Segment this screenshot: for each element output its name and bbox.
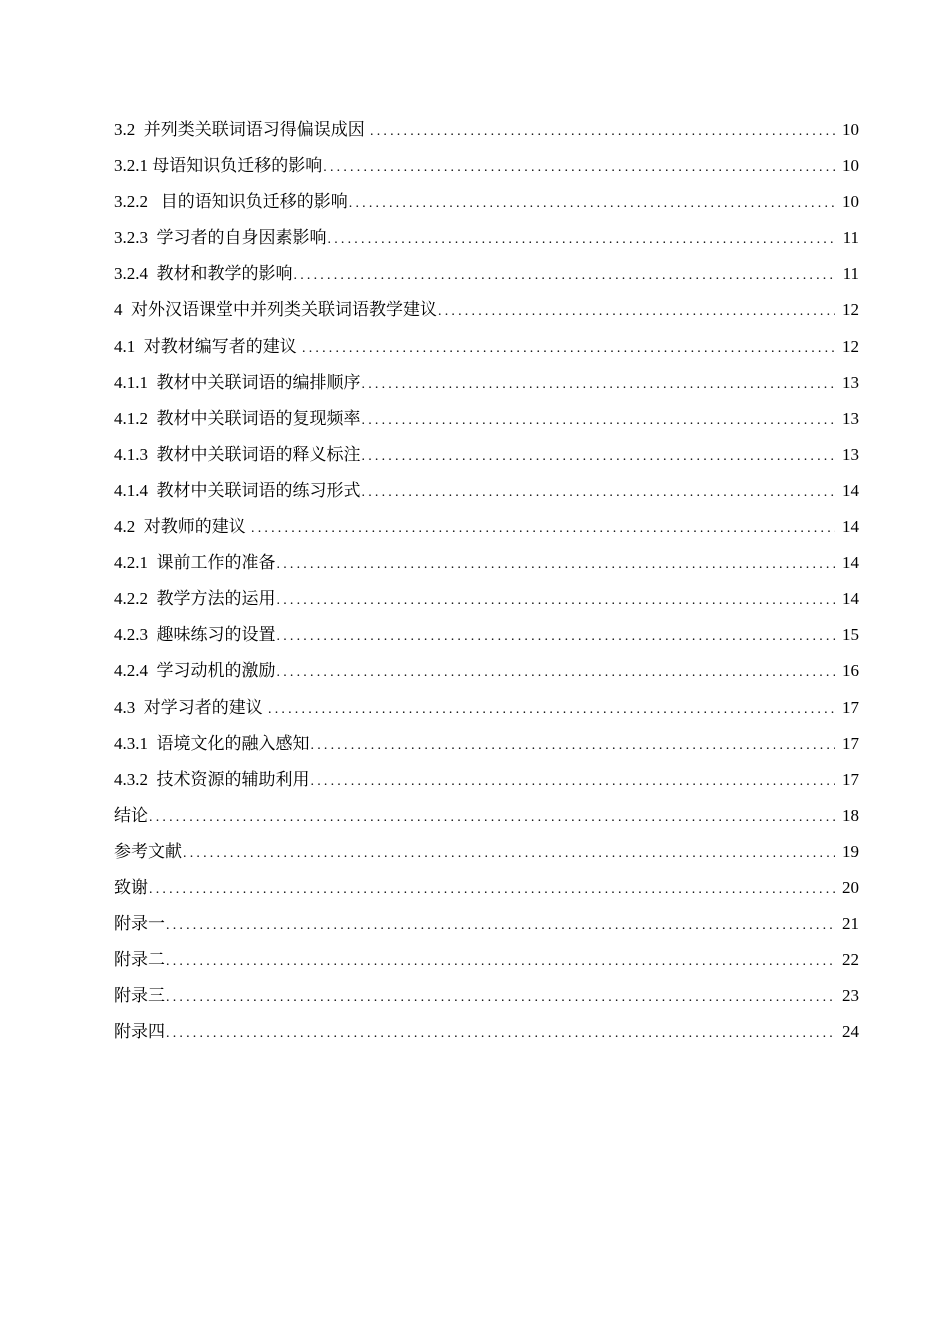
toc-page-number: 19 [842,841,859,861]
toc-page-number: 20 [842,877,859,897]
toc-page-number: 11 [842,264,859,284]
toc-leader-dots [166,1020,835,1048]
toc-entry-title: 附录三 [114,986,165,1006]
toc-page-number: 17 [842,733,859,753]
toc-entry-title: 附录四 [114,1022,165,1042]
toc-leader-dots [149,804,835,832]
toc-page-number: 13 [842,408,859,428]
toc-entry-4-2[interactable] [114,513,859,549]
toc-leader-dots [349,190,835,218]
toc-leader-dots [166,984,835,1012]
toc-entry-title: 4.2.4 学习动机的激励 [114,661,276,681]
toc-leader-dots [277,551,836,579]
toc-page-number: 22 [842,950,859,970]
toc-entry-appendix-4[interactable] [114,1018,859,1054]
toc-entry-4[interactable] [114,296,859,332]
toc-entry-title: 4.3 对学习者的建议 [114,697,267,717]
toc-leader-dots [166,912,835,940]
toc-leader-dots [362,443,836,471]
toc-entry-title: 4.1.1 教材中关联词语的编排顺序 [114,372,361,392]
toc-page-number: 12 [842,336,859,356]
toc-page-number: 10 [842,156,859,176]
toc-page-number: 14 [842,480,859,500]
toc-leader-dots [251,515,835,543]
toc-page-number: 15 [842,625,859,645]
toc-entry-4-2-2[interactable] [114,585,859,621]
toc-entry-4-1[interactable] [114,333,859,369]
toc-entry-title: 4.2 对教师的建议 [114,517,250,537]
toc-leader-dots [311,768,836,796]
toc-entry-title: 结论 [114,805,148,825]
toc-entry-references[interactable] [114,838,859,874]
toc-entry-title: 参考文献 [114,841,182,861]
toc-page-number: 23 [842,986,859,1006]
toc-page-number: 10 [842,120,859,139]
toc-entry-3-2-1[interactable] [114,152,859,188]
toc-entry-appendix-1[interactable] [114,910,859,946]
toc-entry-title: 3.2.2 目的语知识负迁移的影响 [114,192,348,212]
toc-leader-dots [362,407,836,435]
table-of-contents [114,116,859,1054]
toc-entry-title: 4.1.4 教材中关联词语的练习形式 [114,480,361,500]
toc-entry-4-1-2[interactable] [114,405,859,441]
toc-entry-4-3[interactable] [114,694,859,730]
toc-entry-4-2-4[interactable] [114,657,859,693]
toc-entry-title: 4.3.1 语境文化的融入感知 [114,733,310,753]
toc-entry-4-2-1[interactable] [114,549,859,585]
toc-entry-title: 3.2.1 母语知识负迁移的影响 [114,156,323,176]
toc-leader-dots [323,154,835,182]
toc-entry-3-2-3[interactable] [114,224,859,260]
toc-leader-dots [362,479,836,507]
toc-entry-4-3-1[interactable] [114,730,859,766]
toc-leader-dots [370,118,835,146]
toc-page-number: 21 [842,914,859,934]
toc-entry-appendix-2[interactable] [114,946,859,982]
toc-entry-4-1-1[interactable] [114,369,859,405]
toc-leader-dots [438,298,835,326]
toc-leader-dots [277,659,836,687]
toc-page-number: 13 [842,444,859,464]
toc-leader-dots [328,226,836,254]
toc-entry-title: 附录二 [114,950,165,970]
toc-entry-title: 4.2.1 课前工作的准备 [114,553,276,573]
toc-leader-dots [311,732,836,760]
toc-entry-title: 致谢 [114,877,148,897]
toc-entry-3-2-4[interactable] [114,260,859,296]
toc-page-number: 14 [842,589,859,609]
toc-entry-3-2[interactable] [114,116,859,152]
toc-entry-title: 4.3.2 技术资源的辅助利用 [114,769,310,789]
toc-entry-4-1-4[interactable] [114,477,859,513]
toc-leader-dots [277,587,836,615]
toc-entry-title: 附录一 [114,914,165,934]
toc-entry-4-3-2[interactable] [114,766,859,802]
toc-page-number: 17 [842,697,859,717]
toc-page-number: 24 [842,1022,859,1042]
toc-entry-title: 4.2.3 趣味练习的设置 [114,625,276,645]
toc-page-number: 10 [842,192,859,212]
toc-entry-conclusion[interactable] [114,802,859,838]
toc-page-number: 18 [842,805,859,825]
toc-entry-appendix-3[interactable] [114,982,859,1018]
toc-page-number: 14 [842,553,859,573]
toc-entry-acknowledgements[interactable] [114,874,859,910]
toc-leader-dots [302,335,835,363]
toc-entry-4-1-3[interactable] [114,441,859,477]
toc-leader-dots [294,262,836,290]
toc-entry-title: 4.1.3 教材中关联词语的释义标注 [114,444,361,464]
toc-entry-4-2-3[interactable] [114,621,859,657]
toc-entry-title: 4 对外汉语课堂中并列类关联词语教学建议 [114,300,437,320]
toc-page-number: 13 [842,372,859,392]
toc-leader-dots [183,840,835,868]
toc-entry-title: 4.2.2 教学方法的运用 [114,589,276,609]
toc-page-number: 11 [842,228,859,248]
toc-entry-title: 3.2.3 学习者的自身因素影响 [114,228,327,248]
toc-page-number: 14 [842,517,859,537]
toc-leader-dots [149,876,835,904]
toc-entry-3-2-2[interactable] [114,188,859,224]
toc-leader-dots [362,371,836,399]
toc-leader-dots [277,623,836,651]
toc-entry-title: 3.2.4 教材和教学的影响 [114,264,293,284]
toc-entry-title: 4.1.2 教材中关联词语的复现频率 [114,408,361,428]
toc-entry-title: 4.1 对教材编写者的建议 [114,336,301,356]
toc-leader-dots [268,696,835,724]
toc-page-number: 12 [842,300,859,320]
toc-leader-dots [166,948,835,976]
toc-page-number: 17 [842,769,859,789]
toc-page-number: 16 [842,661,859,681]
toc-entry-title: 3.2 并列类关联词语习得偏误成因 [114,120,369,139]
